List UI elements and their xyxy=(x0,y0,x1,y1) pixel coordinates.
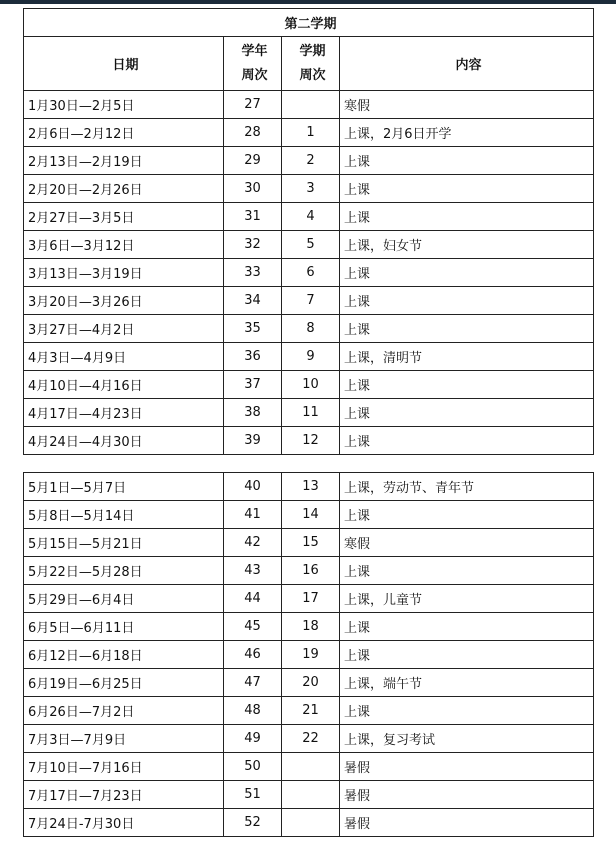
cell-date: 6月12日—6月18日 xyxy=(24,641,224,669)
header-content: 内容 xyxy=(340,37,594,91)
cell-term-week: 13 xyxy=(282,473,340,501)
cell-year-week: 33 xyxy=(224,259,282,287)
cell-content: 寒假 xyxy=(340,529,594,557)
cell-content: 上课 xyxy=(340,697,594,725)
table-row xyxy=(24,501,594,529)
cell-term-week: 22 xyxy=(282,725,340,753)
cell-year-week: 30 xyxy=(224,175,282,203)
cell-date: 4月17日—4月23日 xyxy=(24,399,224,427)
cell-date: 4月10日—4月16日 xyxy=(24,371,224,399)
cell-term-week: 12 xyxy=(282,427,340,455)
table-row xyxy=(24,669,594,697)
table-row xyxy=(24,753,594,781)
cell-date: 7月10日—7月16日 xyxy=(24,753,224,781)
cell-term-week: 9 xyxy=(282,343,340,371)
table-row xyxy=(24,529,594,557)
table-gap xyxy=(23,459,593,472)
cell-term-week: 20 xyxy=(282,669,340,697)
cell-term-week: 1 xyxy=(282,119,340,147)
cell-content: 上课，妇女节 xyxy=(340,231,594,259)
table-row xyxy=(24,399,594,427)
cell-term-week: 5 xyxy=(282,231,340,259)
cell-year-week: 34 xyxy=(224,287,282,315)
table-row xyxy=(24,809,594,837)
cell-year-week: 37 xyxy=(224,371,282,399)
cell-date: 2月20日—2月26日 xyxy=(24,175,224,203)
cell-content: 上课 xyxy=(340,641,594,669)
cell-year-week: 48 xyxy=(224,697,282,725)
cell-term-week: 2 xyxy=(282,147,340,175)
cell-year-week: 27 xyxy=(224,91,282,119)
cell-term-week: 6 xyxy=(282,259,340,287)
cell-year-week: 41 xyxy=(224,501,282,529)
cell-date: 3月13日—3月19日 xyxy=(24,259,224,287)
table-row xyxy=(24,259,594,287)
table-row xyxy=(24,147,594,175)
cell-term-week: 16 xyxy=(282,557,340,585)
cell-content: 上课 xyxy=(340,259,594,287)
table-row xyxy=(24,725,594,753)
table-row xyxy=(24,203,594,231)
cell-content: 上课 xyxy=(340,315,594,343)
cell-term-week xyxy=(282,753,340,781)
header-year-week xyxy=(224,37,282,91)
cell-term-week: 15 xyxy=(282,529,340,557)
cell-date: 3月6日—3月12日 xyxy=(24,231,224,259)
cell-date: 7月17日—7月23日 xyxy=(24,781,224,809)
cell-content: 暑假 xyxy=(340,781,594,809)
header-year-week-line2: 周次 xyxy=(241,67,268,83)
table-row xyxy=(24,557,594,585)
title-row xyxy=(24,9,594,37)
table-row xyxy=(24,175,594,203)
cell-year-week: 42 xyxy=(224,529,282,557)
cell-date: 3月20日—3月26日 xyxy=(24,287,224,315)
cell-content: 上课 xyxy=(340,557,594,585)
cell-content: 寒假 xyxy=(340,91,594,119)
cell-date: 2月13日—2月19日 xyxy=(24,147,224,175)
cell-content: 上课 xyxy=(340,399,594,427)
cell-year-week: 36 xyxy=(224,343,282,371)
cell-date: 1月30日—2月5日 xyxy=(24,91,224,119)
cell-term-week: 7 xyxy=(282,287,340,315)
cell-content: 上课 xyxy=(340,175,594,203)
cell-date: 5月22日—5月28日 xyxy=(24,557,224,585)
cell-year-week: 50 xyxy=(224,753,282,781)
cell-year-week: 29 xyxy=(224,147,282,175)
table-row xyxy=(24,371,594,399)
cell-term-week: 4 xyxy=(282,203,340,231)
cell-content: 暑假 xyxy=(340,809,594,837)
cell-date: 2月6日—2月12日 xyxy=(24,119,224,147)
cell-term-week: 11 xyxy=(282,399,340,427)
cell-date: 5月15日—5月21日 xyxy=(24,529,224,557)
cell-year-week: 39 xyxy=(224,427,282,455)
cell-year-week: 47 xyxy=(224,669,282,697)
cell-year-week: 45 xyxy=(224,613,282,641)
cell-content: 上课，儿童节 xyxy=(340,585,594,613)
header-term-week-line2: 周次 xyxy=(299,67,326,83)
cell-term-week xyxy=(282,91,340,119)
cell-date: 6月19日—6月25日 xyxy=(24,669,224,697)
header-term-week xyxy=(282,37,340,91)
cell-year-week: 32 xyxy=(224,231,282,259)
cell-term-week xyxy=(282,781,340,809)
cell-content: 上课 xyxy=(340,613,594,641)
window-top-bar xyxy=(0,0,616,4)
cell-date: 2月27日—3月5日 xyxy=(24,203,224,231)
cell-year-week: 43 xyxy=(224,557,282,585)
cell-year-week: 35 xyxy=(224,315,282,343)
cell-content: 上课 xyxy=(340,147,594,175)
table-row xyxy=(24,231,594,259)
cell-term-week xyxy=(282,809,340,837)
cell-date: 6月5日—6月11日 xyxy=(24,613,224,641)
header-term-week-line1: 学期 xyxy=(299,43,326,59)
cell-content: 上课，清明节 xyxy=(340,343,594,371)
cell-date: 7月3日—7月9日 xyxy=(24,725,224,753)
cell-date: 5月8日—5月14日 xyxy=(24,501,224,529)
cell-date: 5月1日—5月7日 xyxy=(24,473,224,501)
cell-date: 5月29日—6月4日 xyxy=(24,585,224,613)
schedule-table-part1 xyxy=(23,8,594,455)
cell-content: 上课 xyxy=(340,203,594,231)
cell-term-week: 8 xyxy=(282,315,340,343)
table-row xyxy=(24,343,594,371)
cell-term-week: 3 xyxy=(282,175,340,203)
cell-year-week: 31 xyxy=(224,203,282,231)
cell-date: 7月24日-7月30日 xyxy=(24,809,224,837)
cell-year-week: 40 xyxy=(224,473,282,501)
cell-year-week: 28 xyxy=(224,119,282,147)
cell-content: 上课，2月6日开学 xyxy=(340,119,594,147)
cell-year-week: 51 xyxy=(224,781,282,809)
cell-content: 上课 xyxy=(340,287,594,315)
cell-date: 4月24日—4月30日 xyxy=(24,427,224,455)
cell-year-week: 44 xyxy=(224,585,282,613)
cell-year-week: 52 xyxy=(224,809,282,837)
table-row xyxy=(24,697,594,725)
cell-year-week: 49 xyxy=(224,725,282,753)
cell-date: 3月27日—4月2日 xyxy=(24,315,224,343)
header-row xyxy=(24,37,594,91)
table-row xyxy=(24,585,594,613)
table-row xyxy=(24,781,594,809)
cell-term-week: 14 xyxy=(282,501,340,529)
table-row xyxy=(24,613,594,641)
cell-content: 上课 xyxy=(340,501,594,529)
cell-year-week: 38 xyxy=(224,399,282,427)
table-row xyxy=(24,427,594,455)
table-row xyxy=(24,119,594,147)
cell-date: 4月3日—4月9日 xyxy=(24,343,224,371)
cell-content: 上课，复习考试 xyxy=(340,725,594,753)
header-date: 日期 xyxy=(24,37,224,91)
cell-term-week: 21 xyxy=(282,697,340,725)
cell-content: 暑假 xyxy=(340,753,594,781)
cell-content: 上课 xyxy=(340,427,594,455)
schedule-table-part2 xyxy=(23,472,594,837)
table-row xyxy=(24,473,594,501)
cell-term-week: 19 xyxy=(282,641,340,669)
cell-date: 6月26日—7月2日 xyxy=(24,697,224,725)
table-row xyxy=(24,287,594,315)
cell-content: 上课 xyxy=(340,371,594,399)
cell-term-week: 18 xyxy=(282,613,340,641)
cell-content: 上课，劳动节、青年节 xyxy=(340,473,594,501)
cell-term-week: 10 xyxy=(282,371,340,399)
cell-content: 上课，端午节 xyxy=(340,669,594,697)
table-title: 第二学期 xyxy=(24,9,594,37)
table-row xyxy=(24,315,594,343)
cell-year-week: 46 xyxy=(224,641,282,669)
cell-term-week: 17 xyxy=(282,585,340,613)
table-row xyxy=(24,641,594,669)
header-year-week-line1: 学年 xyxy=(241,43,268,59)
table-row xyxy=(24,91,594,119)
